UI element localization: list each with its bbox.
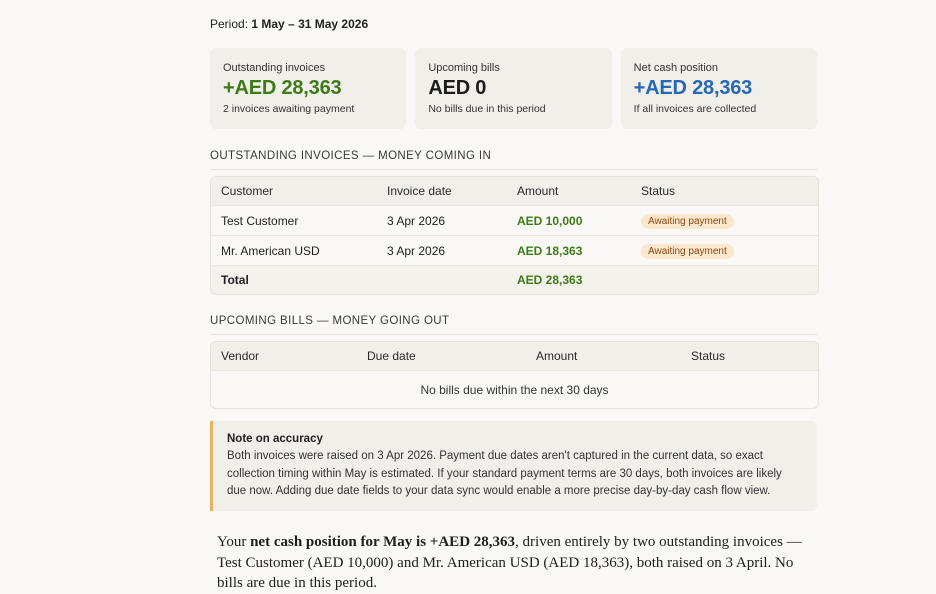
- column-header-amount[interactable]: Amount: [536, 349, 578, 363]
- card-title: Outstanding invoices: [223, 62, 326, 74]
- card-value: +AED 28,363: [223, 77, 342, 99]
- summary-suffix: , driven entirely by two outstanding invoices — Test Customer (AED 10,000) and Mr. American USD (AED 18,363), both raised on 3 April. No bills are due in this period.: [217, 534, 802, 591]
- summary-cards: [210, 48, 817, 129]
- status-badge: Awaiting payment: [641, 214, 734, 229]
- column-header-status[interactable]: Status: [641, 184, 676, 198]
- card-upcoming-bills: [415, 48, 611, 129]
- invoices-section-heading: OUTSTANDING INVOICES — MONEY COMING IN: [210, 150, 817, 170]
- card-subtitle: 2 invoices awaiting payment: [223, 103, 355, 115]
- card-value: +AED 28,363: [633, 77, 753, 99]
- table-header-row: [211, 177, 818, 205]
- bills-section-heading: UPCOMING BILLS — MONEY GOING OUT: [210, 315, 817, 335]
- summary-highlight: net cash position for May is +AED 28,363: [250, 534, 516, 550]
- summary-prefix: Your: [217, 534, 251, 550]
- date-cell: 3 Apr 2026: [387, 243, 446, 258]
- card-subtitle: No bills due in this period: [428, 103, 546, 115]
- column-header-due-date[interactable]: Due date: [367, 349, 416, 363]
- status-cell: [641, 213, 818, 229]
- status-cell: [641, 243, 818, 259]
- total-label: Total: [221, 273, 249, 287]
- column-header-amount[interactable]: Amount: [517, 184, 559, 198]
- column-header-status[interactable]: Status: [691, 349, 726, 363]
- bills-table: [210, 341, 819, 409]
- card-subtitle: If all invoices are collected: [633, 103, 757, 115]
- card-title: Upcoming bills: [428, 62, 500, 74]
- table-total-row: [211, 265, 818, 294]
- card-outstanding-invoices: [210, 48, 406, 129]
- column-header-invoice-date[interactable]: Invoice date: [387, 184, 452, 198]
- table-row[interactable]: [211, 205, 818, 235]
- card-value: AED 0: [428, 77, 487, 99]
- summary-paragraph: [217, 532, 807, 594]
- note-body: Both invoices were raised on 3 Apr 2026. Payment due dates aren't captured in the current data, so exact collection timing within May is estimated. If your standard payment terms are 30 days, both invoices are likely due now. Adding due date fields to your data sync would enable a more precise day-by-day cash flow view.: [227, 450, 782, 497]
- column-header-customer[interactable]: Customer: [221, 184, 274, 198]
- status-badge: Awaiting payment: [641, 244, 734, 259]
- amount-cell: AED 18,363: [517, 243, 583, 258]
- note-title: Note on accuracy: [227, 433, 323, 445]
- table-row[interactable]: [211, 235, 818, 265]
- period-label: Period:: [210, 17, 249, 31]
- period-line: [210, 17, 368, 31]
- amount-cell: AED 10,000: [517, 213, 583, 228]
- accuracy-note: [210, 421, 817, 511]
- column-header-vendor[interactable]: Vendor: [221, 349, 260, 363]
- card-title: Net cash position: [633, 62, 719, 74]
- total-amount: AED 28,363: [517, 273, 583, 287]
- table-header-row: [211, 342, 818, 370]
- period-value: 1 May – 31 May 2026: [251, 17, 369, 31]
- date-cell: 3 Apr 2026: [387, 213, 446, 228]
- invoices-table: [210, 176, 819, 295]
- customer-cell: Test Customer: [221, 213, 299, 228]
- empty-state-message: No bills due within the next 30 days: [211, 370, 818, 408]
- card-net-cash-position: [621, 48, 817, 129]
- customer-cell: Mr. American USD: [221, 243, 320, 258]
